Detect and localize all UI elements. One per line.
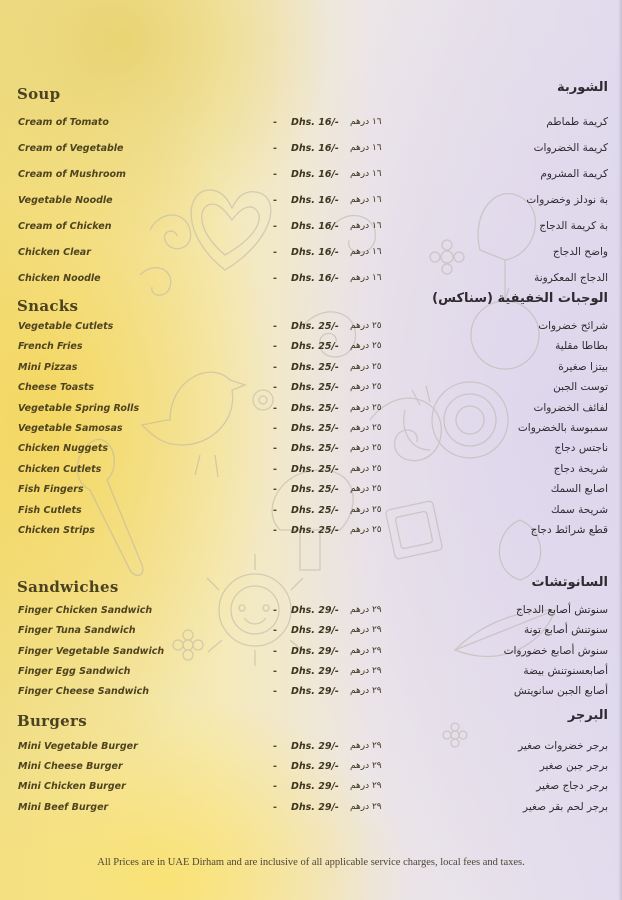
item-price: Dhs. 25/- xyxy=(291,525,339,536)
menu-item-row xyxy=(0,484,622,500)
item-name-ar: بة نودلز وخضروات xyxy=(526,194,608,206)
item-name: Vegetable Noodle xyxy=(18,195,113,206)
menu-item-row xyxy=(0,143,622,159)
item-name: Mini Beef Burger xyxy=(18,802,109,813)
item-price: Dhs. 16/- xyxy=(291,221,339,232)
item-name-ar: أصابعسنوتنش بيضة xyxy=(523,665,608,677)
section-title-soup: Soup xyxy=(17,85,61,103)
separator-dash: - xyxy=(273,505,277,516)
item-name: Fish Cutlets xyxy=(18,505,82,516)
separator-dash: - xyxy=(273,781,277,792)
menu-item-row xyxy=(0,781,622,797)
item-name: Chicken Noodle xyxy=(18,273,101,284)
item-price: Dhs. 16/- xyxy=(291,247,339,258)
separator-dash: - xyxy=(273,666,277,677)
item-name-ar: شرائح خضروات xyxy=(538,320,608,332)
menu-item-row xyxy=(0,464,622,480)
item-name: Chicken Strips xyxy=(18,525,95,536)
item-price: Dhs. 29/- xyxy=(291,741,339,752)
menu-item-row xyxy=(0,666,622,682)
item-price: Dhs. 25/- xyxy=(291,382,339,393)
menu-item-row xyxy=(0,362,622,378)
item-name: Vegetable Samosas xyxy=(18,423,123,434)
section-title-soup-ar: الشوربة xyxy=(557,80,608,95)
menu-item-row xyxy=(0,761,622,777)
menu-item-row xyxy=(0,273,622,289)
separator-dash: - xyxy=(273,625,277,636)
item-price: Dhs. 25/- xyxy=(291,443,339,454)
separator-dash: - xyxy=(273,464,277,475)
separator-dash: - xyxy=(273,484,277,495)
item-name: Fish Fingers xyxy=(18,484,84,495)
menu-item-row xyxy=(0,423,622,439)
item-name-ar: برجر دجاج صغير xyxy=(536,780,608,792)
separator-dash: - xyxy=(273,362,277,373)
item-price-ar: ٢٥ درهم xyxy=(350,423,382,433)
item-price-ar: ١٦ درهم xyxy=(350,117,382,127)
separator-dash: - xyxy=(273,221,277,232)
item-name: Mini Chicken Burger xyxy=(18,781,126,792)
item-name-ar: لفائف الخضروات xyxy=(533,402,608,414)
separator-dash: - xyxy=(273,195,277,206)
separator-dash: - xyxy=(273,247,277,258)
menu-item-row xyxy=(0,382,622,398)
item-price-ar: ١٦ درهم xyxy=(350,169,382,179)
item-price-ar: ٢٩ درهم xyxy=(350,625,382,635)
item-price: Dhs. 16/- xyxy=(291,143,339,154)
item-name-ar: برجر جبن صغير xyxy=(539,760,608,772)
item-name: Mini Cheese Burger xyxy=(18,761,123,772)
separator-dash: - xyxy=(273,525,277,536)
separator-dash: - xyxy=(273,605,277,616)
item-name: Mini Pizzas xyxy=(18,362,78,373)
item-name-ar: توست الجبن xyxy=(553,381,608,393)
item-name-ar: سمبوسة بالخضروات xyxy=(517,422,608,434)
separator-dash: - xyxy=(273,403,277,414)
item-price: Dhs. 25/- xyxy=(291,423,339,434)
separator-dash: - xyxy=(273,646,277,657)
menu-item-row xyxy=(0,341,622,357)
item-name-ar: أصابع الجبن سانويتش xyxy=(513,685,608,697)
item-name: Finger Chicken Sandwich xyxy=(18,605,153,616)
item-price: Dhs. 25/- xyxy=(291,484,339,495)
item-price-ar: ٢٥ درهم xyxy=(350,362,382,372)
item-name-ar: كريمة المشروم xyxy=(540,168,608,180)
item-price: Dhs. 29/- xyxy=(291,802,339,813)
item-name-ar: واضح الدجاج xyxy=(552,246,608,258)
separator-dash: - xyxy=(273,443,277,454)
section-title-snacks: Snacks xyxy=(17,297,79,315)
separator-dash: - xyxy=(273,761,277,772)
item-price: Dhs. 29/- xyxy=(291,646,339,657)
item-name-ar: سنوتنش أصابع تونة xyxy=(524,624,608,636)
item-name: Finger Tuna Sandwich xyxy=(18,625,136,636)
item-price-ar: ٢٥ درهم xyxy=(350,443,382,453)
separator-dash: - xyxy=(273,382,277,393)
item-name: Mini Vegetable Burger xyxy=(18,741,138,752)
item-name: Chicken Nuggets xyxy=(18,443,109,454)
item-name-ar: بة كريمة الدجاج xyxy=(539,220,608,232)
item-price-ar: ٢٩ درهم xyxy=(350,666,382,676)
item-price-ar: ٢٥ درهم xyxy=(350,505,382,515)
separator-dash: - xyxy=(273,169,277,180)
item-price-ar: ١٦ درهم xyxy=(350,273,382,283)
menu-item-row xyxy=(0,195,622,211)
item-price: Dhs. 29/- xyxy=(291,781,339,792)
item-price: Dhs. 16/- xyxy=(291,117,339,128)
item-price-ar: ١٦ درهم xyxy=(350,195,382,205)
item-name-ar: ناجتس دجاج xyxy=(554,442,608,454)
item-name-ar: سنوش أصابع خضوروات xyxy=(503,645,608,657)
item-name: Chicken Cutlets xyxy=(18,464,102,475)
item-price: Dhs. 29/- xyxy=(291,625,339,636)
menu-item-row xyxy=(0,646,622,662)
item-name: Cream of Chicken xyxy=(18,221,112,232)
item-price-ar: ١٦ درهم xyxy=(350,221,382,231)
item-price-ar: ٢٥ درهم xyxy=(350,484,382,494)
item-name-ar: شريحة سمك xyxy=(551,504,608,516)
item-name: Vegetable Cutlets xyxy=(18,321,114,332)
item-price: Dhs. 29/- xyxy=(291,666,339,677)
item-price: Dhs. 29/- xyxy=(291,686,339,697)
price-disclaimer: All Prices are in UAE Dirham and are inclusive of all applicable service charges, local fees and taxes. xyxy=(97,857,525,868)
item-name: Cheese Toasts xyxy=(18,382,95,393)
section-title-sandwiches: Sandwiches xyxy=(17,578,119,596)
menu-item-row xyxy=(0,525,622,541)
item-price-ar: ٢٩ درهم xyxy=(350,646,382,656)
section-title-burgers-ar: البرجر xyxy=(567,708,608,723)
item-price-ar: ٢٥ درهم xyxy=(350,464,382,474)
menu-item-row xyxy=(0,321,622,337)
separator-dash: - xyxy=(273,686,277,697)
item-price: Dhs. 29/- xyxy=(291,605,339,616)
item-name: Chicken Clear xyxy=(18,247,91,258)
item-price-ar: ٢٩ درهم xyxy=(350,761,382,771)
item-price-ar: ٢٥ درهم xyxy=(350,403,382,413)
menu-item-row xyxy=(0,443,622,459)
menu-item-row xyxy=(0,686,622,702)
separator-dash: - xyxy=(273,117,277,128)
item-price: Dhs. 25/- xyxy=(291,464,339,475)
item-name-ar: برجر خضروات صغير xyxy=(518,740,608,752)
section-title-burgers: Burgers xyxy=(17,712,87,730)
item-name-ar: اصابع السمك xyxy=(550,483,608,495)
menu-item-row xyxy=(0,403,622,419)
menu-item-row xyxy=(0,221,622,237)
separator-dash: - xyxy=(273,802,277,813)
item-name: Vegetable Spring Rolls xyxy=(18,403,140,414)
item-price: Dhs. 25/- xyxy=(291,321,339,332)
item-name-ar: سنوتش أصابع الدجاج xyxy=(515,604,608,616)
menu-item-row xyxy=(0,247,622,263)
item-name-ar: قطع شرائط دجاج xyxy=(530,524,608,536)
item-price-ar: ٢٩ درهم xyxy=(350,605,382,615)
section-title-snacks-ar: الوجبات الخفيفية (سناكس) xyxy=(432,291,608,306)
item-price: Dhs. 25/- xyxy=(291,403,339,414)
item-name: Cream of Vegetable xyxy=(18,143,124,154)
item-name-ar: بيتزا صغيرة xyxy=(558,361,608,373)
separator-dash: - xyxy=(273,321,277,332)
menu-item-row xyxy=(0,169,622,185)
item-price-ar: ٢٩ درهم xyxy=(350,741,382,751)
section-title-sandwiches-ar: السانوتشات xyxy=(531,575,608,590)
menu-item-row xyxy=(0,741,622,757)
separator-dash: - xyxy=(273,423,277,434)
item-price: Dhs. 16/- xyxy=(291,169,339,180)
item-name: Finger Vegetable Sandwich xyxy=(18,646,165,657)
item-price-ar: ٢٩ درهم xyxy=(350,802,382,812)
item-price: Dhs. 16/- xyxy=(291,273,339,284)
menu-item-row xyxy=(0,117,622,133)
item-name-ar: كريمة الخضروات xyxy=(533,142,608,154)
item-price-ar: ١٦ درهم xyxy=(350,247,382,257)
separator-dash: - xyxy=(273,273,277,284)
item-price: Dhs. 25/- xyxy=(291,505,339,516)
menu-item-row xyxy=(0,605,622,621)
item-name-ar: الدجاج المعكرونة xyxy=(534,272,608,284)
item-name: Cream of Mushroom xyxy=(18,169,126,180)
menu-item-row xyxy=(0,505,622,521)
separator-dash: - xyxy=(273,741,277,752)
item-price-ar: ٢٩ درهم xyxy=(350,781,382,791)
item-price: Dhs. 29/- xyxy=(291,761,339,772)
item-name-ar: برجر لحم بقر صغير xyxy=(523,801,608,813)
menu-item-row xyxy=(0,625,622,641)
item-name-ar: شريحة دجاج xyxy=(553,463,608,475)
item-price-ar: ١٦ درهم xyxy=(350,143,382,153)
item-price: Dhs. 25/- xyxy=(291,341,339,352)
item-price-ar: ٢٩ درهم xyxy=(350,686,382,696)
item-price: Dhs. 16/- xyxy=(291,195,339,206)
item-price-ar: ٢٥ درهم xyxy=(350,382,382,392)
separator-dash: - xyxy=(273,143,277,154)
item-name: Cream of Tomato xyxy=(18,117,109,128)
item-price-ar: ٢٥ درهم xyxy=(350,341,382,351)
menu-item-row xyxy=(0,802,622,818)
item-price: Dhs. 25/- xyxy=(291,362,339,373)
item-name: French Fries xyxy=(18,341,83,352)
item-price-ar: ٢٥ درهم xyxy=(350,525,382,535)
item-name: Finger Cheese Sandwich xyxy=(18,686,150,697)
item-name-ar: كريمة طماطم xyxy=(546,116,608,128)
item-price-ar: ٢٥ درهم xyxy=(350,321,382,331)
separator-dash: - xyxy=(273,341,277,352)
item-name-ar: بطاطا مقلية xyxy=(555,340,608,352)
item-name: Finger Egg Sandwich xyxy=(18,666,131,677)
